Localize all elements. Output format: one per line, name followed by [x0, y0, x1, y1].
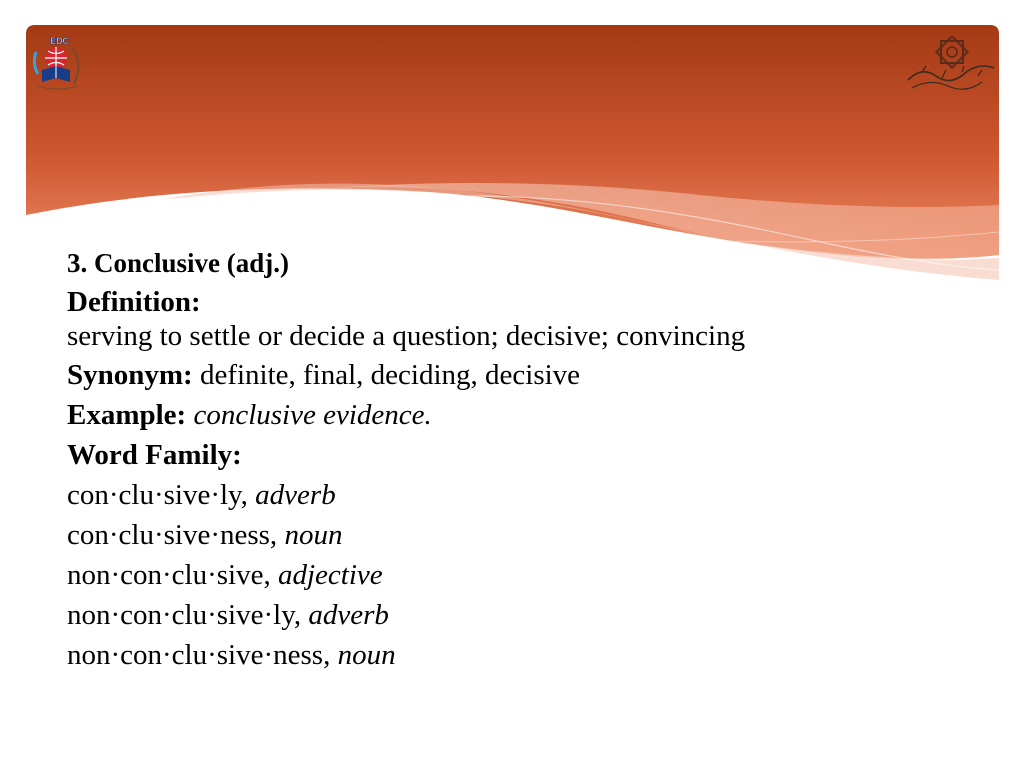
edc-logo [30, 34, 88, 96]
definition-text: serving to settle or decide a question; decisive; convincing [67, 319, 746, 352]
word-family-pos: noun [337, 638, 396, 671]
word-family-pos: noun [284, 519, 343, 552]
example-line [67, 399, 967, 433]
globe-book-icon [30, 34, 88, 96]
definition-label: Definition: [67, 285, 201, 318]
word-family-item [67, 559, 967, 593]
slide-content [67, 248, 967, 673]
word-family-word: non·con·clu·sive·ness, [67, 638, 331, 671]
synonym-text: definite, final, deciding, decisive [199, 359, 581, 392]
word-family-item [67, 599, 967, 633]
word-family-label: Word Family: [67, 439, 242, 472]
word-family-word: con·clu·sive·ness, [67, 519, 278, 552]
word-family-pos: adverb [255, 479, 336, 512]
word-family-word: non·con·clu·sive, [67, 559, 271, 592]
word-family-item [67, 479, 967, 513]
example-label: Example: [67, 399, 187, 432]
word-family-pos: adjective [278, 559, 383, 592]
synonym-line [67, 359, 967, 393]
word-family-word: non·con·clu·sive·ly, [67, 598, 302, 631]
university-seal-icon [902, 36, 1000, 98]
term-heading: 3. Conclusive (adj.) [67, 248, 289, 278]
word-family-pos: adverb [308, 598, 389, 631]
definition-block [67, 286, 967, 320]
synonym-label: Synonym: [67, 359, 193, 392]
word-family-word: con·clu·sive·ly, [67, 479, 248, 512]
example-text: conclusive evidence. [193, 399, 432, 432]
word-family-item [67, 639, 967, 673]
word-family-item [67, 519, 967, 553]
university-logo [902, 36, 1000, 98]
edc-logo-text: EDC [50, 36, 70, 46]
